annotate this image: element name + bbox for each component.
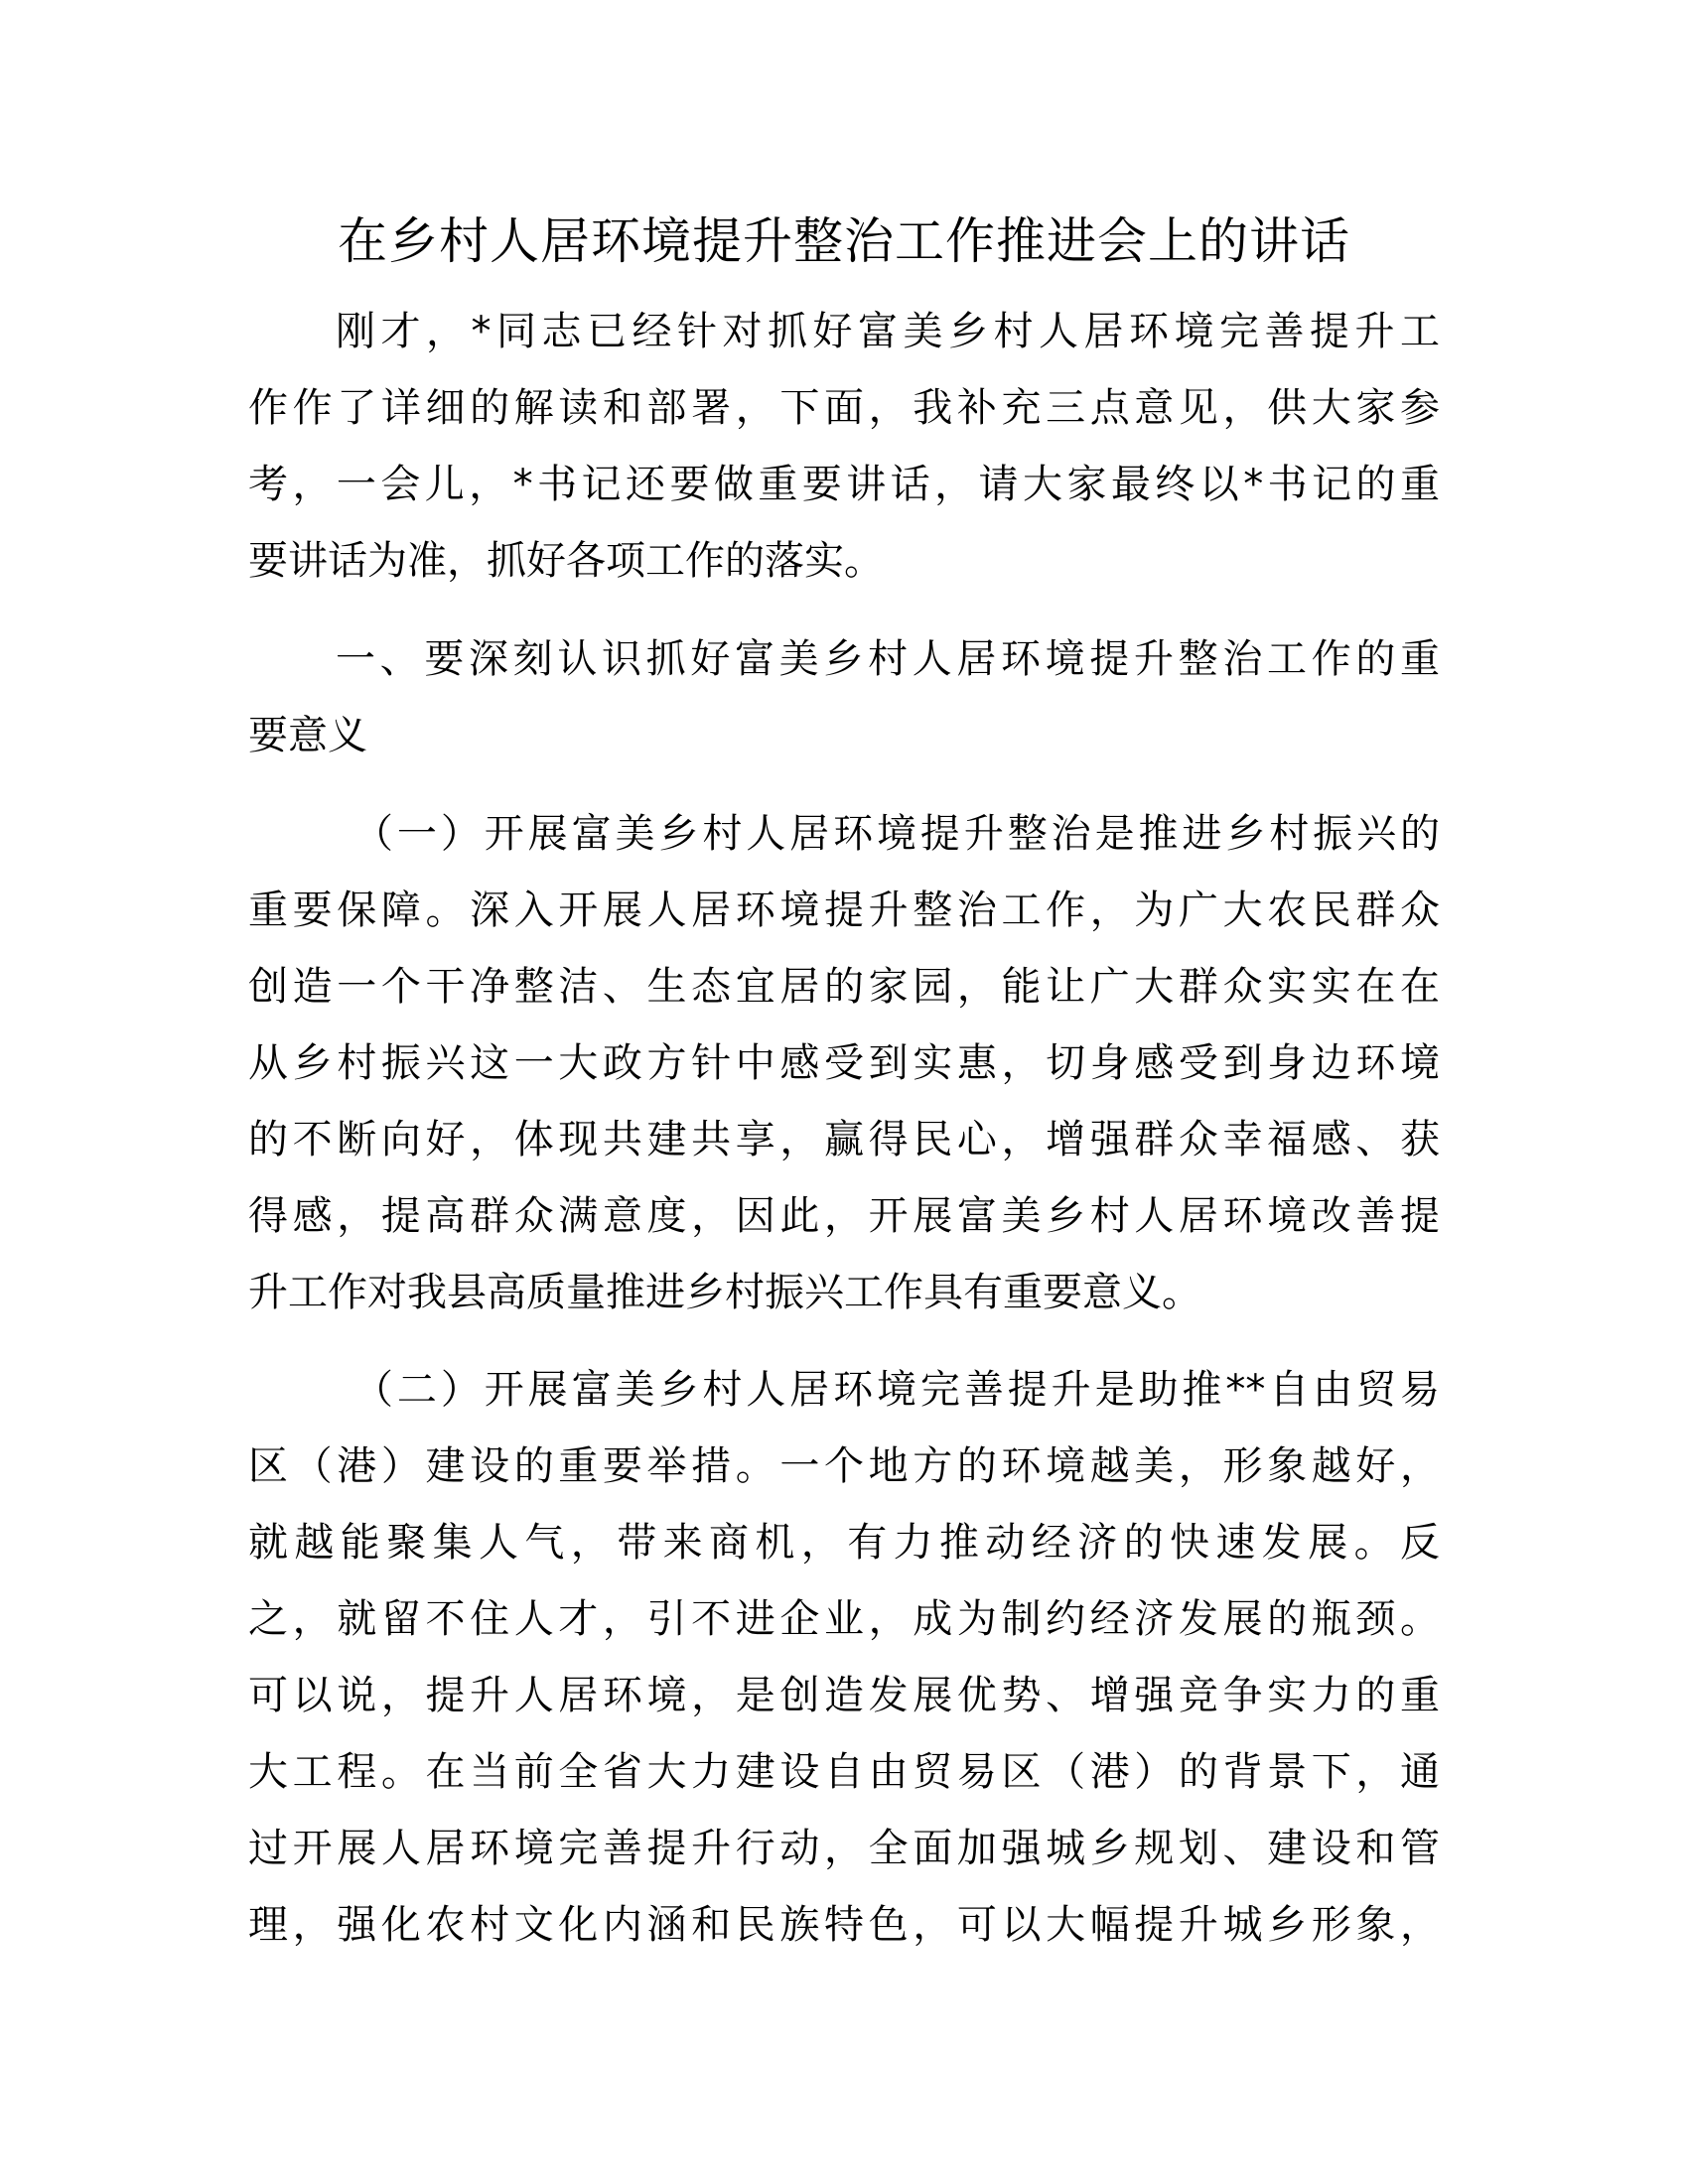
paragraph-line: （一）开展富美乡村人居环境提升整治是推进乡村振兴的 (353, 811, 1440, 857)
heading-line: 一、要深刻认识抓好富美乡村人居环境提升整治工作的重 (336, 636, 1440, 682)
paragraph-line: 可以说，提升人居环境，是创造发展优势、增强竞争实力的重 (248, 1673, 1440, 1718)
paragraph-line: 区（港）建设的重要举措。一个地方的环境越美，形象越好， (248, 1443, 1440, 1489)
paragraph-line: 得感，提高群众满意度，因此，开展富美乡村人居环境改善提 (248, 1193, 1440, 1239)
paragraph-line: 创造一个干净整洁、生态宜居的家园，能让广大群众实实在在 (248, 964, 1440, 1010)
paragraph-line: 过开展人居环境完善提升行动，全面加强城乡规划、建设和管 (248, 1826, 1440, 1871)
paragraph-line: 的不断向好，体现共建共享，赢得民心，增强群众幸福感、获 (248, 1117, 1440, 1162)
paragraph-line: 重要保障。深入开展人居环境提升整治工作，为广大农民群众 (248, 887, 1440, 933)
paragraph-line: （二）开展富美乡村人居环境完善提升是助推**自由贸易 (353, 1367, 1440, 1413)
document-title: 在乡村人居环境提升整治工作推进会上的讲话 (338, 212, 1350, 270)
paragraph-line: 之，就留不住人才，引不进企业，成为制约经济发展的瓶颈。 (248, 1596, 1440, 1642)
paragraph-line: 就越能聚集人气，带来商机，有力推动经济的快速发展。反 (248, 1520, 1440, 1566)
paragraph-line: 从乡村振兴这一大政方针中感受到实惠，切身感受到身边环境 (248, 1040, 1440, 1086)
paragraph-line: 要讲话为准，抓好各项工作的落实。 (248, 538, 884, 584)
paragraph-line: 作作了详细的解读和部署，下面，我补充三点意见，供大家参 (248, 385, 1440, 431)
paragraph-line: 理，强化农村文化内涵和民族特色，可以大幅提升城乡形象， (248, 1902, 1440, 1948)
paragraph-line: 大工程。在当前全省大力建设自由贸易区（港）的背景下，通 (248, 1749, 1440, 1795)
paragraph-line: 考，一会儿，*书记还要做重要讲话，请大家最终以*书记的重 (248, 462, 1440, 507)
paragraph-line: 刚才，*同志已经针对抓好富美乡村人居环境完善提升工 (336, 309, 1440, 354)
paragraph-line: 升工作对我县高质量推进乡村振兴工作具有重要意义。 (248, 1270, 1201, 1315)
heading-line: 要意义 (248, 713, 367, 758)
